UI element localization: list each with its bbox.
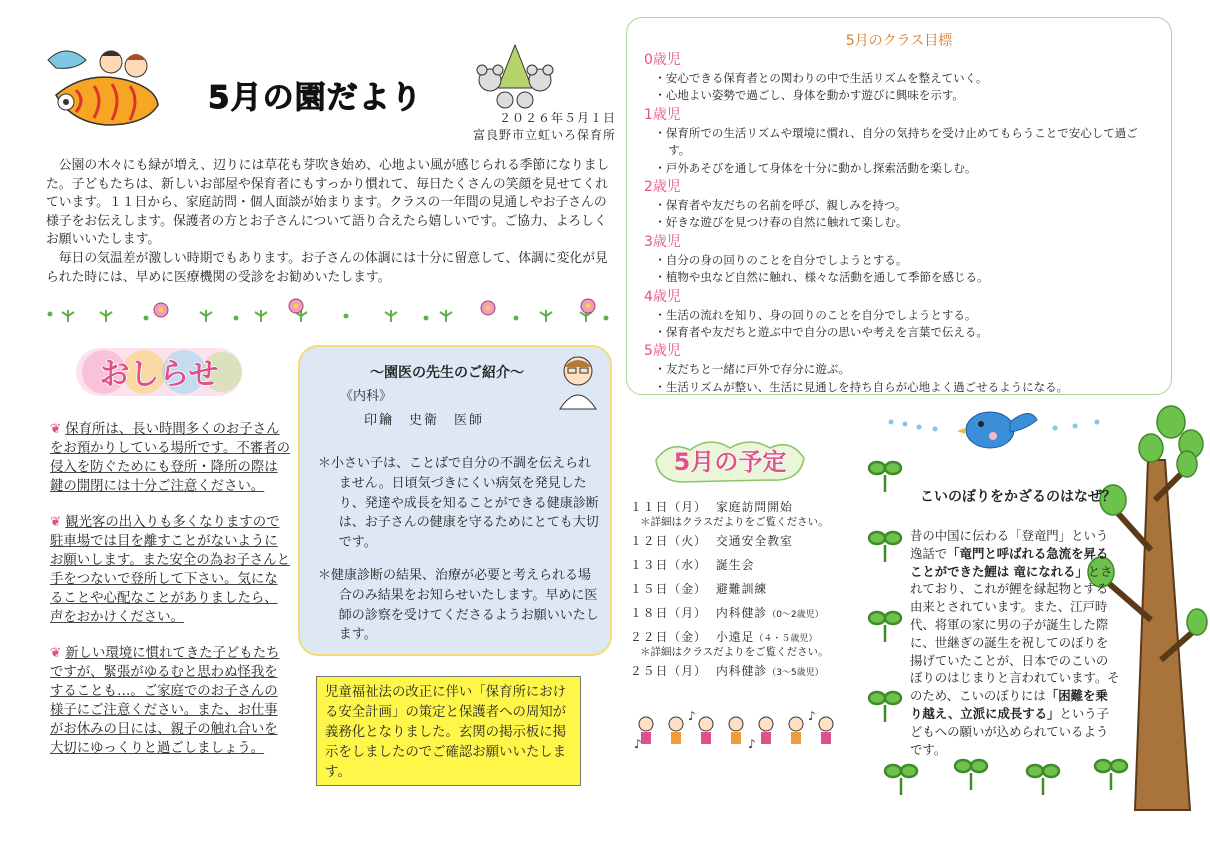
goal-line: ・自分の身の回りのことを自分でしようとする。 (654, 252, 908, 267)
page-title: 5月の園だより (208, 80, 423, 116)
goal-line: ・安心できる保育者との関わりの中で生活リズムを整えていく。 (654, 71, 988, 85)
intro-paragraph: 毎日の気温差が激しい時期でもあります。お子さんの体調には十分に留意して、体調に変化が見られた時には、早めに医療機関の受診をお勧めいたします。 (46, 250, 608, 285)
goal-line: ・戸外あそびを通して身体を十分に動かし探索活動を楽しむ。 (654, 160, 977, 175)
age-label: 0歳児 (644, 52, 681, 68)
koinobori-kids-illustration (46, 40, 166, 135)
schedule-date: ２５日（月） (630, 664, 707, 678)
intro-paragraph: 公園の木々にも緑が増え、辺りには草花も芽吹き始め、心地よい風が感じられる季節になりました。子どもたちは、新しいお部屋や保育者にもすっかり慣れて、毎日たくさんの笑顔を見せてくれています。１１日から、家庭訪問・個人面談が始まります。クラスの一年間の見通しやお子さんの様子をお伝えします。保護者の方とお子さんについて語り合えたら嬉しいです。ご協力、よろしくお願いいたします。 (46, 158, 610, 248)
schedule-event: 交通安全教室 (716, 534, 793, 548)
doctor-paragraph (318, 566, 603, 645)
schedule-sub: （４・５歳児） (754, 634, 818, 644)
flower-vine-divider (46, 296, 616, 332)
class-goals-box (626, 17, 1172, 395)
schedule-note: ＊詳細はクラスだよりをご覧ください。 (640, 646, 829, 658)
age-label: 2歳児 (644, 179, 681, 196)
koinobori-bold: 「困難を乗り越え、立派に成長する」 (910, 688, 1108, 721)
goal-line: ・生活の流れを知り、身の回りのことを自分でしようとする。 (654, 307, 977, 322)
doctor-department: 《内科》 (340, 389, 393, 404)
schedule-row (630, 555, 860, 579)
issue-date-block (418, 110, 616, 144)
schedule-date: １３日（水） (630, 558, 707, 572)
goal-line: ・保育所での生活リズムや環境に慣れ、自分の気持ちを受け止めてもらうことで安心して過ごす。 (654, 125, 1138, 158)
notice-heading-text: おしらせ (99, 357, 219, 392)
schedule-date: １８日（月） (630, 606, 707, 620)
schedule-event: 内科健診 (716, 606, 768, 620)
tulip-icon: ❦ (50, 422, 62, 437)
goal-line: ・保育者や友だちと遊ぶ中で自分の思いや考えを言葉で伝える。 (654, 325, 988, 340)
schedule-date: ２２日（金） (630, 630, 707, 644)
schedule-date: １５日（金） (630, 582, 707, 596)
schedule-date: １１日（月） (630, 500, 707, 514)
koinobori-text: という子どもへの願いが込められているようです。 (910, 705, 1109, 757)
schedule-row (630, 531, 860, 555)
age-label: 5歳児 (644, 343, 681, 360)
notice-text: 新しい環境に慣れてきた子どもたちですが、緊張がゆるむと思わぬ怪我をすることも…。ご家庭でのお子さんの様子にご注意ください。また、お仕事がお休みの日には、親子の触れ合いを大切にゆっくりと過ごしましょう。 (50, 646, 280, 756)
class-goal-group (644, 233, 1159, 287)
doctor-paragraph-text: ＊小さい子は、ことばで自分の不調を伝えられません。日頃気づきにくい病気を発見したり、発達や成長を知ることができる健康診断は、お子さんの健康を守るためにとても大切です。 (318, 456, 599, 551)
notice-list (50, 420, 290, 775)
goal-line: ・植物や虫など自然に触れ、様々な活動を通して季節を感じる。 (654, 270, 989, 285)
age-label: 1歳児 (644, 106, 681, 123)
svg-text:♪: ♪ (634, 737, 642, 751)
schedule-row (630, 579, 860, 603)
class-goals-list (644, 50, 1159, 396)
koinobori-bold: 「竜門と呼ばれる急流を昇ることができた鯉は 竜になれる」 (910, 545, 1109, 579)
goal-line: ・好きな遊びを見つけ春の自然に触れて楽しむ。 (654, 215, 908, 230)
schedule-event: 誕生会 (716, 558, 755, 572)
koinobori-title: こいのぼりをかざるのはなぜ？ (920, 489, 1116, 505)
svg-text:♪: ♪ (688, 709, 696, 723)
school-doctor-box (298, 345, 612, 656)
schedule-heading-badge (650, 430, 810, 490)
schedule-date: １２日（火） (630, 534, 707, 548)
schedule-event: 小遠足 (716, 630, 755, 644)
schedule-sub: （3～5歳児） (767, 668, 824, 678)
notice-item (50, 513, 290, 627)
doctor-illustration (556, 353, 602, 411)
schedule-heading-text: 5月の予定 (673, 448, 787, 476)
doctor-paragraph-text: ＊健康診断の結果、治療が必要と考えられる場合のみ結果をお知らせいたします。早めに医師の診察を受けてくださるようお願いいたします。 (318, 568, 599, 643)
schedule-list (630, 497, 860, 685)
doctor-paragraph (318, 454, 603, 553)
tulip-icon: ❦ (50, 646, 62, 661)
singing-children-border (632, 708, 847, 752)
notice-text: 保育所は、長い時間多くのお子さんをお預かりしている場所です。不審者の侵入を防ぐためにも登所・降所の際は鍵の開閉には十分ご注意ください。 (50, 422, 290, 494)
schedule-event: 家庭訪問開始 (716, 500, 793, 514)
class-goal-group (644, 288, 1159, 342)
goal-line: ・生活リズムが整い、生活に見通しを持ち自らが心地よく過ごせるようになる。 (654, 379, 1069, 394)
goal-line: ・心地よい姿勢で過ごし、身体を動かす遊びに興味を示す。 (654, 88, 964, 103)
koinobori-text: 昔の中国に伝わる「登竜門」という逸話で (910, 528, 1109, 561)
doctor-name: 印鑰 史衛 医師 (364, 413, 485, 428)
schedule-event: 内科健診 (716, 664, 768, 678)
class-goal-group (644, 51, 1159, 105)
tulip-icon: ❦ (50, 515, 62, 530)
intro-text (46, 157, 611, 287)
class-goal-group (644, 342, 1159, 396)
schedule-row (630, 603, 860, 627)
safety-plan-notice: 児童福祉法の改正に伴い「保育所における安全計画」の策定と保護者への周知が義務化となりました。玄関の掲示板に掲示をしましたのでご確認お願いいたします。 (316, 676, 581, 786)
notice-heading-badge (74, 344, 244, 400)
notice-text: 観光客の出入りも多くなりますので駐車場では目を離すことがないようにお願いします。また安全の為お子さんと手をつないで登所して下さい。気になることや心配なことがありましたら、声をおかけください。 (50, 515, 290, 625)
schedule-row (630, 661, 860, 685)
age-label: 4歳児 (644, 288, 681, 305)
school-name: 富良野市立虹いろ保育所 (472, 128, 616, 142)
issue-date: ２０２６年５月１日 (498, 111, 616, 125)
goal-line: ・友だちと一緒に戸外で存分に遊ぶ。 (654, 362, 851, 377)
notice-item (50, 420, 290, 496)
notice-item (50, 644, 290, 758)
goal-line: ・保育者や友だちの名前を呼び、親しみを持つ。 (654, 198, 907, 213)
bluebird-icon (957, 412, 1037, 448)
age-label: 3歳児 (644, 233, 681, 250)
class-goal-group (644, 106, 1159, 177)
class-goals-title: 5月のクラス目標 (845, 33, 953, 49)
schedule-event: 避難訓練 (716, 582, 768, 596)
mice-rice-ball-illustration (470, 40, 560, 110)
koinobori-text: とされており、これが鯉を縁起物とする由来とされています。また、江戸時代、将軍の家に男の子が誕生した際に、世継ぎの誕生を祝してのぼりを揚げていたことが、日本でのこいのぼりのはじまりと言われています。そのため、こいのぼりには (910, 563, 1120, 704)
class-goal-group (644, 178, 1159, 232)
svg-text:♪: ♪ (748, 737, 756, 751)
schedule-note: ＊詳細はクラスだよりをご覧ください。 (640, 516, 829, 528)
svg-text:♪: ♪ (808, 709, 816, 723)
doctor-box-title: ～園医の先生のご紹介～ (370, 365, 524, 381)
schedule-sub: （0～2歳児） (767, 610, 824, 620)
koinobori-body (910, 527, 1120, 758)
